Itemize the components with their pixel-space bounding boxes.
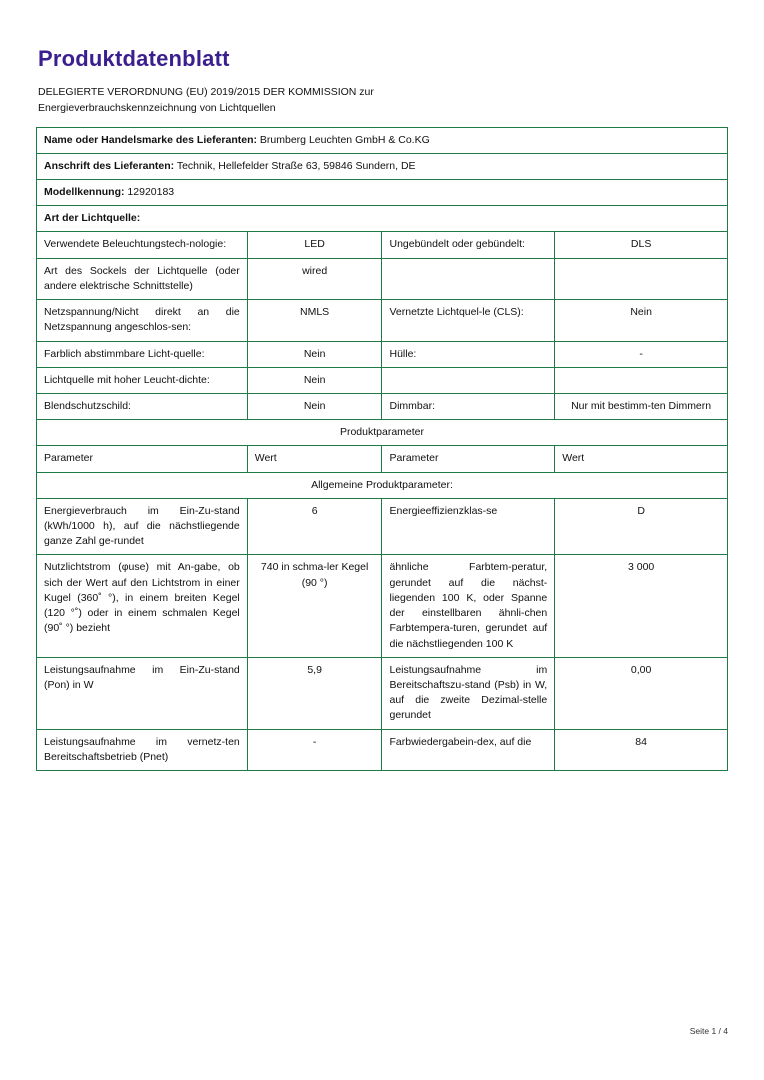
row-value: Nein xyxy=(247,393,382,419)
row-value-2: - xyxy=(555,341,728,367)
light-source-section-title: Art der Lichtquelle: xyxy=(37,206,728,232)
col-header-value-2: Wert xyxy=(555,446,728,472)
row-label-2 xyxy=(382,367,555,393)
model-cell xyxy=(37,179,728,205)
row-value-2: 0,00 xyxy=(555,657,728,729)
table-row xyxy=(37,498,728,555)
row-value: NMLS xyxy=(247,300,382,341)
parameters-header-row xyxy=(37,446,728,472)
table-row xyxy=(37,300,728,341)
row-value: wired xyxy=(247,258,382,299)
row-label: Energieverbrauch im Ein-Zu-stand (kWh/1000 h), auf die nächstliegende ganze Zahl ge-rundet xyxy=(37,498,248,555)
row-label-2 xyxy=(382,258,555,299)
row-label-2: Leistungsaufnahme im Bereitschaftszu-stand (Psb) in W, auf die zweite Dezimal-stelle gerundet xyxy=(382,657,555,729)
supplier-name-cell xyxy=(37,127,728,153)
row-label: Nutzlichtstrom (φuse) mit An-gabe, ob sich der Wert auf den Lichtstrom in einer Kugel (360˚ °), in einem breiten Kegel (120 °˚) oder in einem schmalen Kegel (90˚ °) bezieht xyxy=(37,555,248,657)
supplier-address-label: Anschrift des Lieferanten: xyxy=(44,159,175,172)
supplier-address-row xyxy=(37,153,728,179)
row-value-2: D xyxy=(555,498,728,555)
row-label-2: Hülle: xyxy=(382,341,555,367)
row-value: Nein xyxy=(247,367,382,393)
regulation-intro-line1: DELEGIERTE VERORDNUNG (EU) 2019/2015 DER KOMMISSION zur xyxy=(38,86,374,98)
row-label-2: Farbwiedergabein-dex, auf die xyxy=(382,729,555,770)
table-row xyxy=(37,367,728,393)
row-label-2: Ungebündelt oder gebündelt: xyxy=(382,232,555,258)
row-value: 5,9 xyxy=(247,657,382,729)
table-row xyxy=(37,341,728,367)
row-label: Leistungsaufnahme im vernetz-ten Bereitschaftsbetrieb (Pnet) xyxy=(37,729,248,770)
model-value: 12920183 xyxy=(127,185,175,198)
table-row xyxy=(37,657,728,729)
row-value: - xyxy=(247,729,382,770)
col-header-parameter-1: Parameter xyxy=(37,446,248,472)
row-value-2 xyxy=(555,258,728,299)
row-value-2: Nur mit bestimm-ten Dimmern xyxy=(555,393,728,419)
page-title: Produktdatenblatt xyxy=(38,46,230,71)
row-label-2: ähnliche Farbtem-peratur, gerundet auf die nächst-liegenden 100 K, oder Spanne der einstellbaren ähnli-chen Farbtempera-turen, gerundet auf die nächstliegenden 100 K xyxy=(382,555,555,657)
row-label: Farblich abstimmbare Licht-quelle: xyxy=(37,341,248,367)
regulation-intro xyxy=(38,84,728,117)
row-value-2: DLS xyxy=(555,232,728,258)
row-value-2: Nein xyxy=(555,300,728,341)
table-row xyxy=(37,729,728,770)
supplier-table xyxy=(36,127,728,772)
supplier-name-value: Brumberg Leuchten GmbH & Co.KG xyxy=(259,133,430,146)
row-value-2: 3 000 xyxy=(555,555,728,657)
product-parameters-band xyxy=(37,420,728,446)
row-label: Netzspannung/Nicht direkt an die Netzspannung angeschlos-sen: xyxy=(37,300,248,341)
supplier-address-cell xyxy=(37,153,728,179)
page-footer: Seite 1 / 4 xyxy=(689,1026,728,1036)
general-parameters-band xyxy=(37,472,728,498)
row-value: 6 xyxy=(247,498,382,555)
row-value: Nein xyxy=(247,341,382,367)
row-value: 740 in schma-ler Kegel (90 °) xyxy=(247,555,382,657)
row-label: Lichtquelle mit hoher Leucht-dichte: xyxy=(37,367,248,393)
model-label: Modellkennung: xyxy=(44,185,125,198)
row-value: LED xyxy=(247,232,382,258)
row-label-2: Energieeffizienzklas-se xyxy=(382,498,555,555)
row-label-2: Dimmbar: xyxy=(382,393,555,419)
table-row xyxy=(37,232,728,258)
supplier-name-label: Name oder Handelsmarke des Lieferanten: xyxy=(44,133,257,146)
table-row xyxy=(37,258,728,299)
row-label: Art des Sockels der Lichtquelle (oder andere elektrische Schnittstelle) xyxy=(37,258,248,299)
row-value-2 xyxy=(555,367,728,393)
row-value-2: 84 xyxy=(555,729,728,770)
row-label: Verwendete Beleuchtungstech-nologie: xyxy=(37,232,248,258)
col-header-value-1: Wert xyxy=(247,446,382,472)
row-label-2: Vernetzte Lichtquel-le (CLS): xyxy=(382,300,555,341)
table-row xyxy=(37,393,728,419)
table-row xyxy=(37,555,728,657)
light-source-section-row xyxy=(37,206,728,232)
col-header-parameter-2: Parameter xyxy=(382,446,555,472)
supplier-name-row xyxy=(37,127,728,153)
regulation-intro-line2: Energieverbrauchskennzeichnung von Lichtquellen xyxy=(38,102,276,115)
row-label: Blendschutzschild: xyxy=(37,393,248,419)
general-parameters-band-title: Allgemeine Produktparameter: xyxy=(37,472,728,498)
row-label: Leistungsaufnahme im Ein-Zu-stand (Pon) in W xyxy=(37,657,248,729)
model-row xyxy=(37,179,728,205)
product-parameters-band-title: Produktparameter xyxy=(37,420,728,446)
supplier-address-value: Technik, Hellefelder Straße 63, 59846 Sundern, DE xyxy=(176,159,416,172)
